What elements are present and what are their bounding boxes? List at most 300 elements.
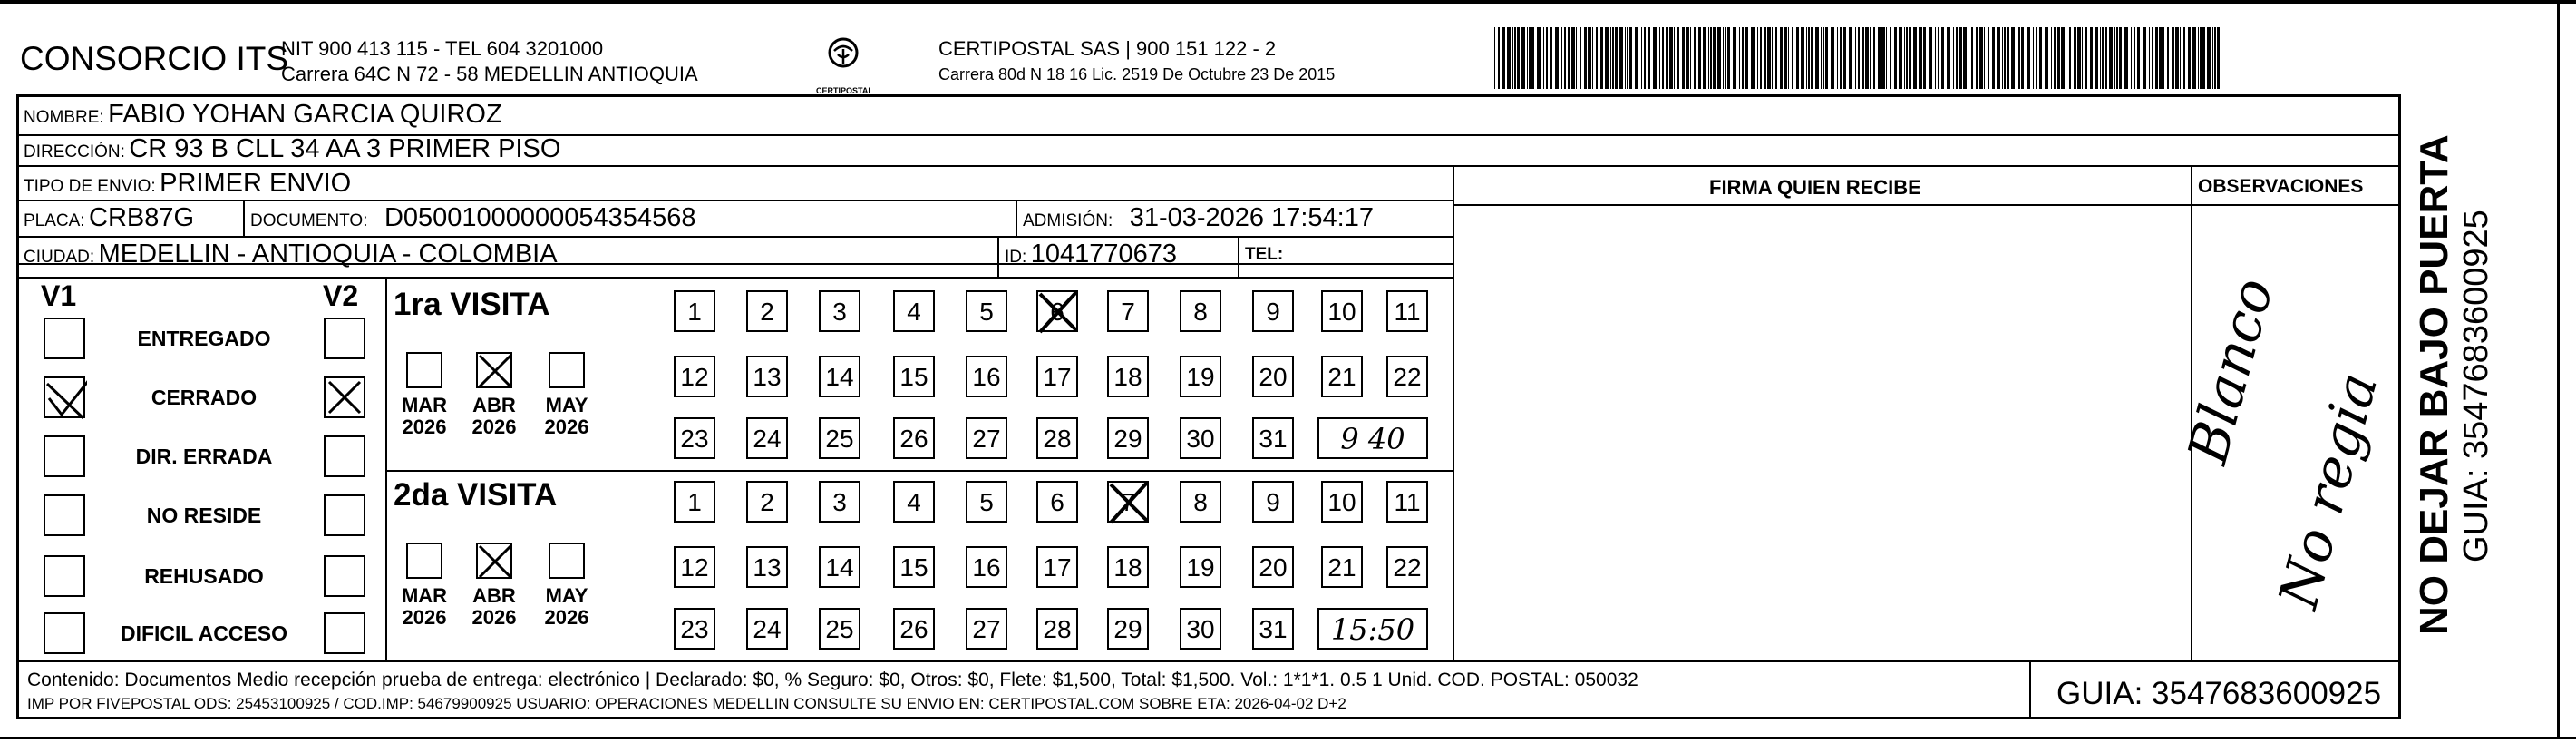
day-box[interactable]: 16 xyxy=(966,356,1007,397)
barcode-bar xyxy=(1600,27,1603,89)
barcode-bar xyxy=(2116,27,2118,89)
company-address: Carrera 64C N 72 - 58 MEDELLIN ANTIOQUIA xyxy=(281,63,698,85)
month-checkbox[interactable] xyxy=(476,543,512,579)
barcode-bar xyxy=(1935,27,1936,89)
day-box[interactable]: 16 xyxy=(966,546,1007,588)
v1-checkbox[interactable] xyxy=(44,376,85,418)
barcode-bar xyxy=(1963,27,1967,89)
barcode-bar xyxy=(1988,27,1989,89)
barcode-bar xyxy=(2109,27,2113,89)
barcode-bar xyxy=(1653,27,1657,89)
barcode-bar xyxy=(1831,27,1834,89)
month-name: MAR xyxy=(401,584,448,607)
barcode-bar xyxy=(1855,27,1856,89)
barcode-bar xyxy=(1788,27,1789,89)
barcode-bar xyxy=(1941,27,1944,89)
barcode-bar xyxy=(2124,27,2128,89)
placa-cell xyxy=(24,203,194,233)
id-cell xyxy=(1005,240,1177,269)
barcode-bar xyxy=(1527,27,1528,89)
month-name: MAY xyxy=(545,394,588,416)
day-box[interactable]: 6 xyxy=(1036,481,1078,523)
barcode-bar xyxy=(1531,27,1534,89)
barcode-bar xyxy=(2143,27,2146,89)
ciudad-label: CIUDAD: xyxy=(24,248,95,267)
barcode-bar xyxy=(1713,27,1716,89)
month-year: 2026 xyxy=(544,416,589,438)
barcode-bar xyxy=(1507,27,1511,89)
v2-header: V2 xyxy=(323,279,359,312)
barcode-bar xyxy=(2004,27,2006,89)
month-checkbox[interactable] xyxy=(406,543,442,579)
id-divider xyxy=(997,236,999,277)
month-checkbox[interactable] xyxy=(549,543,585,579)
barcode-bar xyxy=(2011,27,2015,89)
handwritten-note-2: No regia xyxy=(2267,366,2391,616)
barcode-bar xyxy=(2027,27,2030,89)
day-box[interactable]: 21 xyxy=(1321,356,1363,397)
barcode-bar xyxy=(1904,27,1905,89)
time-box[interactable] xyxy=(1317,608,1428,650)
day-box[interactable]: 3 xyxy=(819,290,860,332)
day-box[interactable]: 5 xyxy=(966,290,1007,332)
barcode-bar xyxy=(1648,27,1650,89)
handwritten-time: 15:50 xyxy=(1330,612,1415,647)
barcode-bar xyxy=(1878,27,1881,89)
barcode-bar xyxy=(1739,27,1740,89)
company-name: CONSORCIO ITS xyxy=(20,40,289,77)
day-box[interactable]: 2 xyxy=(746,481,788,523)
day-box[interactable]: 26 xyxy=(893,608,935,650)
barcode-bar xyxy=(1571,27,1575,89)
barcode-bar xyxy=(2090,27,2093,89)
day-box[interactable]: 15 xyxy=(893,356,935,397)
page-right-border xyxy=(2557,0,2560,737)
barcode-bar xyxy=(2007,27,2009,89)
day-box[interactable]: 13 xyxy=(746,356,788,397)
barcode-bar xyxy=(1821,27,1822,89)
day-box[interactable]: 7 xyxy=(1107,481,1149,523)
ciudad-value: MEDELLIN - ANTIOQUIA - COLOMBIA xyxy=(98,240,558,269)
v2-checkbox[interactable] xyxy=(324,494,365,536)
barcode-bar xyxy=(2172,27,2174,89)
barcode-bar xyxy=(2100,27,2101,89)
day-box[interactable]: 18 xyxy=(1107,546,1149,588)
tipo-envio-label: TIPO DE ENVIO: xyxy=(24,177,156,196)
barcode-bar xyxy=(2082,27,2083,89)
barcode xyxy=(1494,27,2220,89)
day-box[interactable]: 21 xyxy=(1321,546,1363,588)
cross-mark-icon xyxy=(1035,288,1084,349)
barcode-bar xyxy=(2155,27,2158,89)
barcode-bar xyxy=(2114,27,2115,89)
barcode-bar xyxy=(1521,27,1525,89)
month-year: 2026 xyxy=(402,606,447,629)
barcode-bar xyxy=(2054,27,2056,89)
day-box[interactable]: 17 xyxy=(1036,546,1078,588)
day-box[interactable]: 23 xyxy=(674,608,715,650)
barcode-bar xyxy=(2036,27,2037,89)
barcode-bar xyxy=(1742,27,1744,89)
barcode-bar xyxy=(2192,27,2196,89)
barcode-bar xyxy=(1564,27,1566,89)
day-box[interactable]: 12 xyxy=(674,356,715,397)
footer-guia-divider xyxy=(2029,660,2031,719)
day-box[interactable]: 9 xyxy=(1252,290,1294,332)
barcode-bar xyxy=(2102,27,2104,89)
v2-checkbox[interactable] xyxy=(324,318,365,359)
barcode-bar xyxy=(2051,27,2052,89)
barcode-bar xyxy=(1764,27,1766,89)
day-box[interactable]: 19 xyxy=(1180,546,1221,588)
direccion-row xyxy=(24,134,560,164)
barcode-bar xyxy=(1929,27,1932,89)
barcode-bar xyxy=(2212,27,2213,89)
page-top-border xyxy=(0,0,2576,4)
row-divider xyxy=(16,165,2401,167)
barcode-bar xyxy=(2180,27,2181,89)
barcode-bar xyxy=(1674,27,1675,89)
page-bottom-border xyxy=(0,737,2576,739)
barcode-bar xyxy=(1612,27,1614,89)
barcode-bar xyxy=(2095,27,2098,89)
day-box[interactable]: 31 xyxy=(1252,608,1294,650)
admision-label: ADMISIÓN: xyxy=(1023,211,1113,230)
barcode-bar xyxy=(1913,27,1917,89)
month-year: 2026 xyxy=(471,416,517,438)
barcode-bar xyxy=(1992,27,1995,89)
handwritten-note-1: Blanco xyxy=(2176,271,2287,471)
id-label: ID: xyxy=(1005,248,1027,267)
nombre-row xyxy=(24,100,502,130)
day-box[interactable]: 22 xyxy=(1386,546,1428,588)
barcode-bar xyxy=(2207,27,2211,89)
footer-content-line: Contenido: Documentos Medio recepción prueba de entrega: electrónico | Declarado: $0, % Seguro: $0, Otros: $0, Flete: $1,500, Total: $1,500. Vol.: 1*1*1. 0.5 1 Unid. COD. POSTAL: 050032 xyxy=(27,670,1638,690)
barcode-bar xyxy=(1865,27,1869,89)
day-box[interactable]: 27 xyxy=(966,608,1007,650)
handwritten-time: 9 40 xyxy=(1340,422,1405,456)
nombre-value: FABIO YOHAN GARCIA QUIROZ xyxy=(108,100,502,129)
barcode-bar xyxy=(1858,27,1860,89)
day-box[interactable]: 27 xyxy=(966,417,1007,459)
month-checkbox[interactable] xyxy=(406,352,442,388)
barcode-bar xyxy=(1979,27,1983,89)
barcode-bar xyxy=(1546,27,1548,89)
v2-checkbox[interactable] xyxy=(324,555,365,597)
admision-cell xyxy=(1023,203,1374,233)
barcode-bar xyxy=(1659,27,1660,89)
barcode-bar xyxy=(1796,27,1799,89)
month-name: ABR xyxy=(472,584,516,607)
day-box[interactable]: 15 xyxy=(893,546,935,588)
barcode-bar xyxy=(1576,27,1577,89)
day-box[interactable]: 1 xyxy=(674,290,715,332)
barcode-bar xyxy=(1605,27,1609,89)
ciudad-cell xyxy=(24,240,558,269)
observaciones-label: OBSERVACIONES xyxy=(2198,176,2364,197)
barcode-bar xyxy=(1514,27,1516,89)
day-box[interactable]: 20 xyxy=(1252,356,1294,397)
cross-mark-icon xyxy=(1105,479,1154,540)
barcode-bar xyxy=(1772,27,1773,89)
status-label: DIFICIL ACCESO xyxy=(120,621,287,645)
barcode-bar xyxy=(1690,27,1691,89)
barcode-bar xyxy=(1662,27,1664,89)
barcode-bar xyxy=(2057,27,2060,89)
v1-checkbox[interactable] xyxy=(44,318,85,359)
v1-checkbox[interactable] xyxy=(44,435,85,477)
barcode-bar xyxy=(2061,27,2065,89)
day-box[interactable]: 12 xyxy=(674,546,715,588)
day-box[interactable]: 4 xyxy=(893,481,935,523)
barcode-bar xyxy=(1751,27,1755,89)
direccion-value: CR 93 B CLL 34 AA 3 PRIMER PISO xyxy=(129,134,561,163)
barcode-bar xyxy=(1843,27,1846,89)
day-box[interactable]: 17 xyxy=(1036,356,1078,397)
visit-divider xyxy=(385,470,1453,472)
barcode-bar xyxy=(1584,27,1587,89)
barcode-bar xyxy=(1596,27,1598,89)
barcode-bar xyxy=(2021,27,2024,89)
day-box[interactable]: 23 xyxy=(674,417,715,459)
day-box[interactable]: 19 xyxy=(1180,356,1221,397)
barcode-bar xyxy=(1808,27,1810,89)
barcode-bar xyxy=(1976,27,1978,89)
day-box[interactable]: 5 xyxy=(966,481,1007,523)
month-year: 2026 xyxy=(544,606,589,629)
status-label: ENTREGADO xyxy=(137,327,271,350)
barcode-bar xyxy=(2131,27,2132,89)
barcode-bar xyxy=(1784,27,1787,89)
day-box[interactable]: 26 xyxy=(893,417,935,459)
observaciones-handwriting xyxy=(2176,271,2391,644)
barcode-bar xyxy=(1619,27,1623,89)
visit-title: 1ra VISITA xyxy=(394,287,550,322)
barcode-bar xyxy=(1971,27,1973,89)
tel-cell xyxy=(1245,245,1283,265)
side-guia: GUIA: 3547683600925 xyxy=(2457,210,2495,562)
certipostal-address: Carrera 80d N 18 16 Lic. 2519 De Octubre 23 De 2015 xyxy=(938,65,1336,83)
direccion-label: DIRECCIÓN: xyxy=(24,142,125,161)
admision-divider xyxy=(1016,200,1017,236)
barcode-bar xyxy=(2159,27,2163,89)
day-box[interactable]: 2 xyxy=(746,290,788,332)
certipostal-logo xyxy=(816,36,873,95)
placa-value: CRB87G xyxy=(89,203,195,232)
barcode-bar xyxy=(1543,27,1544,89)
footer-guia: GUIA: 3547683600925 xyxy=(2056,676,2382,711)
nit-line: NIT 900 413 115 - TEL 604 3201000 xyxy=(281,37,604,60)
certipostal-info xyxy=(938,36,1335,87)
day-box[interactable]: 22 xyxy=(1386,356,1428,397)
barcode-bar xyxy=(1669,27,1673,89)
barcode-bar xyxy=(1806,27,1807,89)
barcode-bar xyxy=(1625,27,1626,89)
barcode-bar xyxy=(1938,27,1939,89)
tipo-envio-row xyxy=(24,169,351,199)
v2-checkbox[interactable] xyxy=(324,612,365,654)
v2-checkbox[interactable] xyxy=(324,376,365,418)
barcode-bar xyxy=(2214,27,2216,89)
visit-title: 2da VISITA xyxy=(394,477,558,513)
day-box[interactable]: 29 xyxy=(1107,417,1149,459)
barcode-bar xyxy=(1686,27,1689,89)
barcode-bar xyxy=(1956,27,1958,89)
status-label: REHUSADO xyxy=(144,564,264,588)
barcode-bar xyxy=(1641,27,1642,89)
barcode-bar xyxy=(1780,27,1783,89)
day-box[interactable]: 7 xyxy=(1107,290,1149,332)
time-box[interactable] xyxy=(1317,417,1428,459)
placa-divider xyxy=(243,200,245,236)
day-box[interactable]: 31 xyxy=(1252,417,1294,459)
day-box[interactable]: 4 xyxy=(893,290,935,332)
barcode-bar xyxy=(2018,27,2020,89)
barcode-bar xyxy=(2077,27,2081,89)
day-box[interactable]: 10 xyxy=(1321,481,1363,523)
barcode-bar xyxy=(1757,27,1758,89)
side-panel xyxy=(2412,109,2530,644)
day-box[interactable]: 30 xyxy=(1180,417,1221,459)
day-box[interactable]: 9 xyxy=(1252,481,1294,523)
barcode-bar xyxy=(1517,27,1520,89)
logo-caption: CERTIPOSTAL xyxy=(816,86,873,95)
v1-header: V1 xyxy=(41,279,77,312)
day-box[interactable]: 1 xyxy=(674,481,715,523)
barcode-bar xyxy=(2134,27,2135,89)
barcode-bar xyxy=(1529,27,1531,89)
tel-divider xyxy=(1238,236,1239,277)
barcode-bar xyxy=(1894,27,1897,89)
barcode-bar xyxy=(1512,27,1513,89)
v1-checkbox[interactable] xyxy=(44,555,85,597)
row-divider xyxy=(16,200,1453,201)
day-box[interactable]: 10 xyxy=(1321,290,1363,332)
v1-checkbox[interactable] xyxy=(44,612,85,654)
documento-cell xyxy=(250,203,695,233)
day-box[interactable]: 11 xyxy=(1386,290,1428,332)
barcode-bar xyxy=(1919,27,1920,89)
day-box[interactable]: 25 xyxy=(819,608,860,650)
barcode-bar xyxy=(1801,27,1804,89)
barcode-bar xyxy=(2149,27,2150,89)
barcode-bar xyxy=(1953,27,1954,89)
day-box[interactable]: 3 xyxy=(819,481,860,523)
barcode-bar xyxy=(1561,27,1562,89)
side-notice: NO DEJAR BAJO PUERTA xyxy=(2412,134,2456,635)
day-box[interactable]: 28 xyxy=(1036,417,1078,459)
day-box[interactable]: 24 xyxy=(746,608,788,650)
barcode-bar xyxy=(1767,27,1771,89)
barcode-bar xyxy=(1644,27,1646,89)
barcode-bar xyxy=(1498,27,1500,89)
day-box[interactable]: 20 xyxy=(1252,546,1294,588)
barcode-bar xyxy=(2137,27,2140,89)
barcode-bar xyxy=(2074,27,2076,89)
barcode-bar xyxy=(2198,27,2199,89)
month-checkbox[interactable] xyxy=(549,352,585,388)
barcode-bar xyxy=(1890,27,1891,89)
barcode-bar xyxy=(1909,27,1911,89)
month-year: 2026 xyxy=(471,606,517,629)
barcode-bar xyxy=(1760,27,1762,89)
row-divider xyxy=(16,277,1453,279)
obs-header-divider xyxy=(2192,204,2401,206)
barcode-bar xyxy=(2069,27,2071,89)
barcode-bar xyxy=(1666,27,1668,89)
barcode-bar xyxy=(1723,27,1724,89)
barcode-bar xyxy=(1811,27,1813,89)
day-box[interactable]: 14 xyxy=(819,546,860,588)
barcode-bar xyxy=(2033,27,2034,89)
company-info xyxy=(281,36,698,87)
v2-checkbox[interactable] xyxy=(324,435,365,477)
day-box[interactable]: 24 xyxy=(746,417,788,459)
day-box[interactable]: 14 xyxy=(819,356,860,397)
month-name: MAY xyxy=(545,584,588,607)
barcode-bar xyxy=(1698,27,1701,89)
day-box[interactable]: 8 xyxy=(1180,290,1221,332)
barcode-bar xyxy=(2167,27,2169,89)
barcode-bar xyxy=(2183,27,2185,89)
barcode-bar xyxy=(1815,27,1819,89)
barcode-bar xyxy=(1588,27,1591,89)
day-box[interactable]: 28 xyxy=(1036,608,1078,650)
barcode-bar xyxy=(1873,27,1875,89)
barcode-bar xyxy=(1717,27,1721,89)
barcode-bar xyxy=(1870,27,1871,89)
day-box[interactable]: 11 xyxy=(1386,481,1428,523)
barcode-bar xyxy=(2039,27,2042,89)
barcode-bar xyxy=(1627,27,1628,89)
barcode-bar xyxy=(2202,27,2205,89)
day-box[interactable]: 29 xyxy=(1107,608,1149,650)
barcode-bar xyxy=(2045,27,2048,89)
barcode-bar xyxy=(1881,27,1885,89)
v1-checkbox[interactable] xyxy=(44,494,85,536)
placa-label: PLACA: xyxy=(24,211,85,230)
footer-divider xyxy=(16,660,2401,662)
barcode-bar xyxy=(1550,27,1552,89)
barcode-bar xyxy=(1899,27,1902,89)
barcode-bar xyxy=(1997,27,2000,89)
day-box[interactable]: 6 xyxy=(1036,290,1078,332)
barcode-bar xyxy=(1629,27,1632,89)
barcode-bar xyxy=(1920,27,1922,89)
day-box[interactable]: 30 xyxy=(1180,608,1221,650)
day-box[interactable]: 25 xyxy=(819,417,860,459)
barcode-bar xyxy=(1727,27,1730,89)
barcode-bar xyxy=(1984,27,1985,89)
month-year: 2026 xyxy=(402,416,447,438)
barcode-bar xyxy=(2217,27,2220,89)
day-box[interactable]: 18 xyxy=(1107,356,1149,397)
id-value: 1041770673 xyxy=(1030,240,1178,269)
barcode-bar xyxy=(1708,27,1709,89)
month-name: ABR xyxy=(472,394,516,416)
footer-imp-line: IMP POR FIVEPOSTAL ODS: 25453100925 / COD.IMP: 54679900925 USUARIO: OPERACIONES MEDELLIN CONSULTE SU ENVIO EN: CERTIPOSTAL.COM SOBRE ETA: 2026-04-02 D+2 xyxy=(27,695,1346,712)
barcode-bar xyxy=(1823,27,1824,89)
barcode-bar xyxy=(1537,27,1541,89)
barcode-bar xyxy=(1677,27,1679,89)
day-box[interactable]: 8 xyxy=(1180,481,1221,523)
month-checkbox[interactable] xyxy=(476,352,512,388)
day-box[interactable]: 13 xyxy=(746,546,788,588)
barcode-bar xyxy=(1494,27,1495,89)
barcode-bar xyxy=(1725,27,1726,89)
barcode-bar xyxy=(1886,27,1887,89)
barcode-bar xyxy=(1502,27,1505,89)
